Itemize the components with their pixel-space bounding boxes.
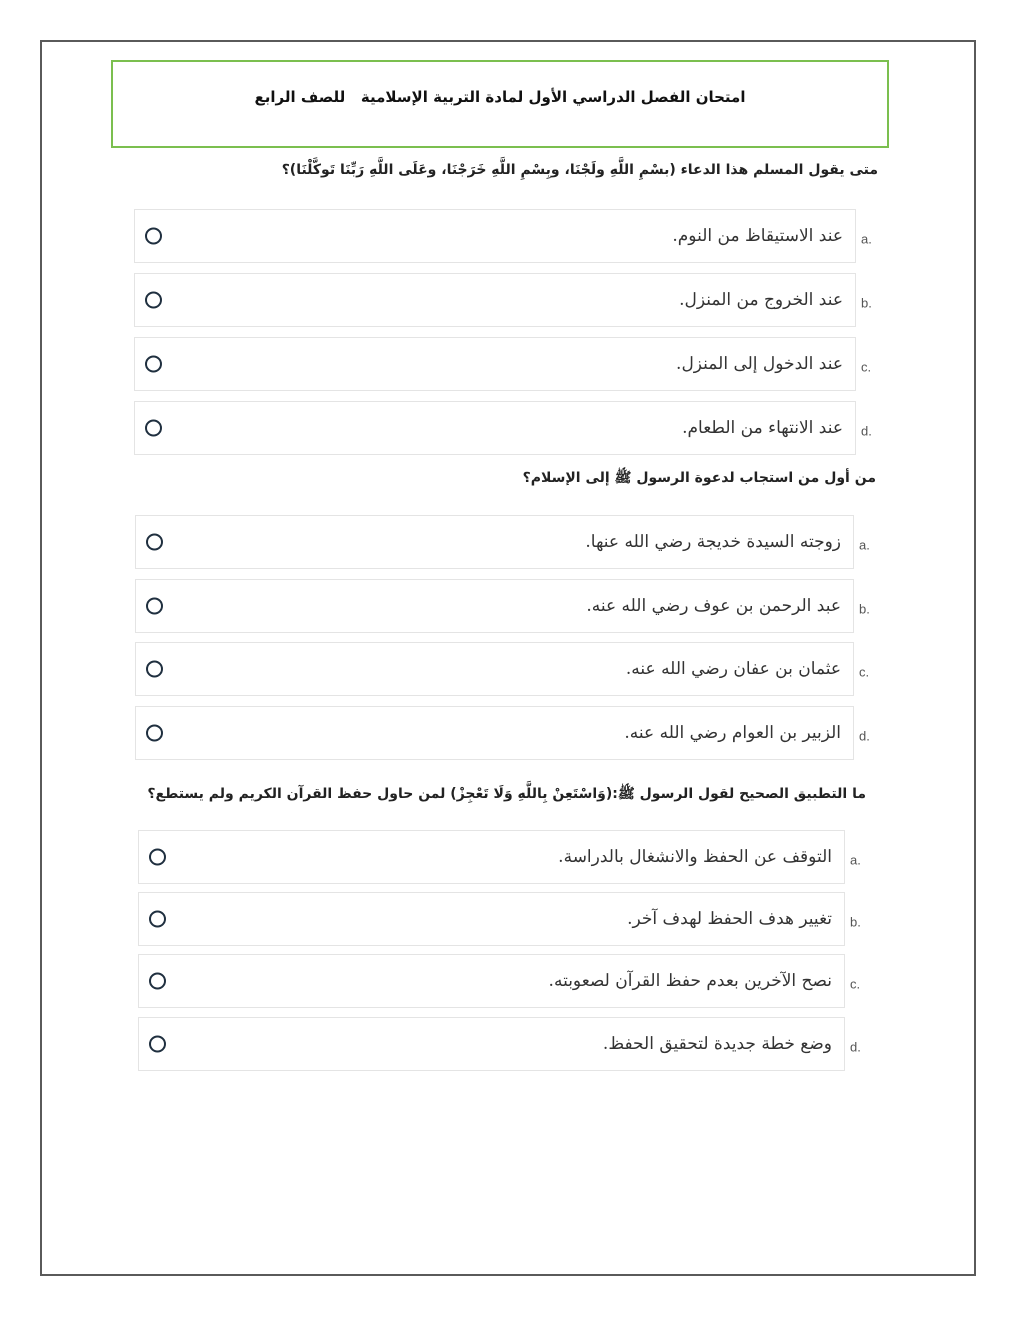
option-letter: a.: [861, 231, 872, 247]
question-3-option-b[interactable]: [138, 892, 845, 946]
radio-button[interactable]: [146, 598, 163, 615]
radio-button[interactable]: [149, 911, 166, 928]
option-text: تغيير هدف الحفظ لهدف آخر.: [627, 909, 832, 929]
radio-button[interactable]: [146, 661, 163, 678]
option-letter: b.: [859, 601, 870, 617]
radio-button[interactable]: [149, 973, 166, 990]
option-letter: c.: [859, 664, 870, 680]
option-text: عثمان بن عفان رضي الله عنه.: [625, 659, 841, 679]
option-text: عند الانتهاء من الطعام.: [682, 418, 843, 438]
option-text: عند الاستيقاظ من النوم.: [672, 226, 843, 246]
question-2-option-c[interactable]: [135, 642, 854, 696]
radio-button[interactable]: [146, 725, 163, 742]
question-1-text: متى يقول المسلم هذا الدعاء (بسْمِ اللَّهِ ولَجْنَا، وبِسْمِ اللَّهِ خَرَجْنَا، وعَلَى اللَّهِ رَبِّنَا تَوكَّلْنَا)؟: [281, 162, 878, 178]
option-text: عبد الرحمن بن عوف رضي الله عنه.: [586, 596, 841, 616]
question-1-option-d[interactable]: [134, 401, 856, 455]
radio-button[interactable]: [149, 849, 166, 866]
question-3-text: ما التطبيق الصحيح لقول الرسول ﷺ:(وَاسْتَعِنْ بِاللَّهِ وَلَا تَعْجِزْ) لمن حاول حفظ القرآن الكريم ولم يستطع؟: [147, 786, 866, 802]
question-1-option-c[interactable]: [134, 337, 856, 391]
question-2-option-b[interactable]: [135, 579, 854, 633]
option-text: عند الدخول إلى المنزل.: [676, 354, 843, 374]
radio-button[interactable]: [145, 292, 162, 309]
question-1-option-b[interactable]: [134, 273, 856, 327]
question-3-option-a[interactable]: [138, 830, 845, 884]
option-letter: d.: [861, 423, 872, 439]
option-letter: b.: [861, 295, 872, 311]
question-2-option-d[interactable]: [135, 706, 854, 760]
radio-button[interactable]: [145, 228, 162, 245]
option-letter: c.: [850, 976, 861, 992]
radio-button[interactable]: [145, 356, 162, 373]
question-2-option-a[interactable]: [135, 515, 854, 569]
option-text: زوجته السيدة خديجة رضي الله عنها.: [585, 532, 841, 552]
option-text: عند الخروج من المنزل.: [679, 290, 843, 310]
option-letter: b.: [850, 914, 861, 930]
option-text: وضع خطة جديدة لتحقيق الحفظ.: [602, 1034, 832, 1054]
radio-button[interactable]: [149, 1036, 166, 1053]
question-2-text: من أول من استجاب لدعوة الرسول ﷺ إلى الإسلام؟: [522, 470, 876, 486]
question-1-option-a[interactable]: [134, 209, 856, 263]
exam-title-box: [111, 60, 889, 148]
option-letter: d.: [850, 1039, 861, 1055]
option-letter: a.: [850, 852, 861, 868]
option-text: الزبير بن العوام رضي الله عنه.: [624, 723, 841, 743]
radio-button[interactable]: [146, 534, 163, 551]
question-3-option-d[interactable]: [138, 1017, 845, 1071]
exam-title: امتحان الفصل الدراسي الأول لمادة التربية الإسلامية للصف الرابع: [254, 88, 746, 106]
option-letter: a.: [859, 537, 870, 553]
option-letter: d.: [859, 728, 870, 744]
radio-button[interactable]: [145, 420, 162, 437]
option-text: نصح الآخرين بعدم حفظ القرآن لصعوبته.: [548, 971, 832, 991]
question-3-option-c[interactable]: [138, 954, 845, 1008]
option-letter: c.: [861, 359, 872, 375]
option-text: التوقف عن الحفظ والانشغال بالدراسة.: [558, 847, 832, 867]
